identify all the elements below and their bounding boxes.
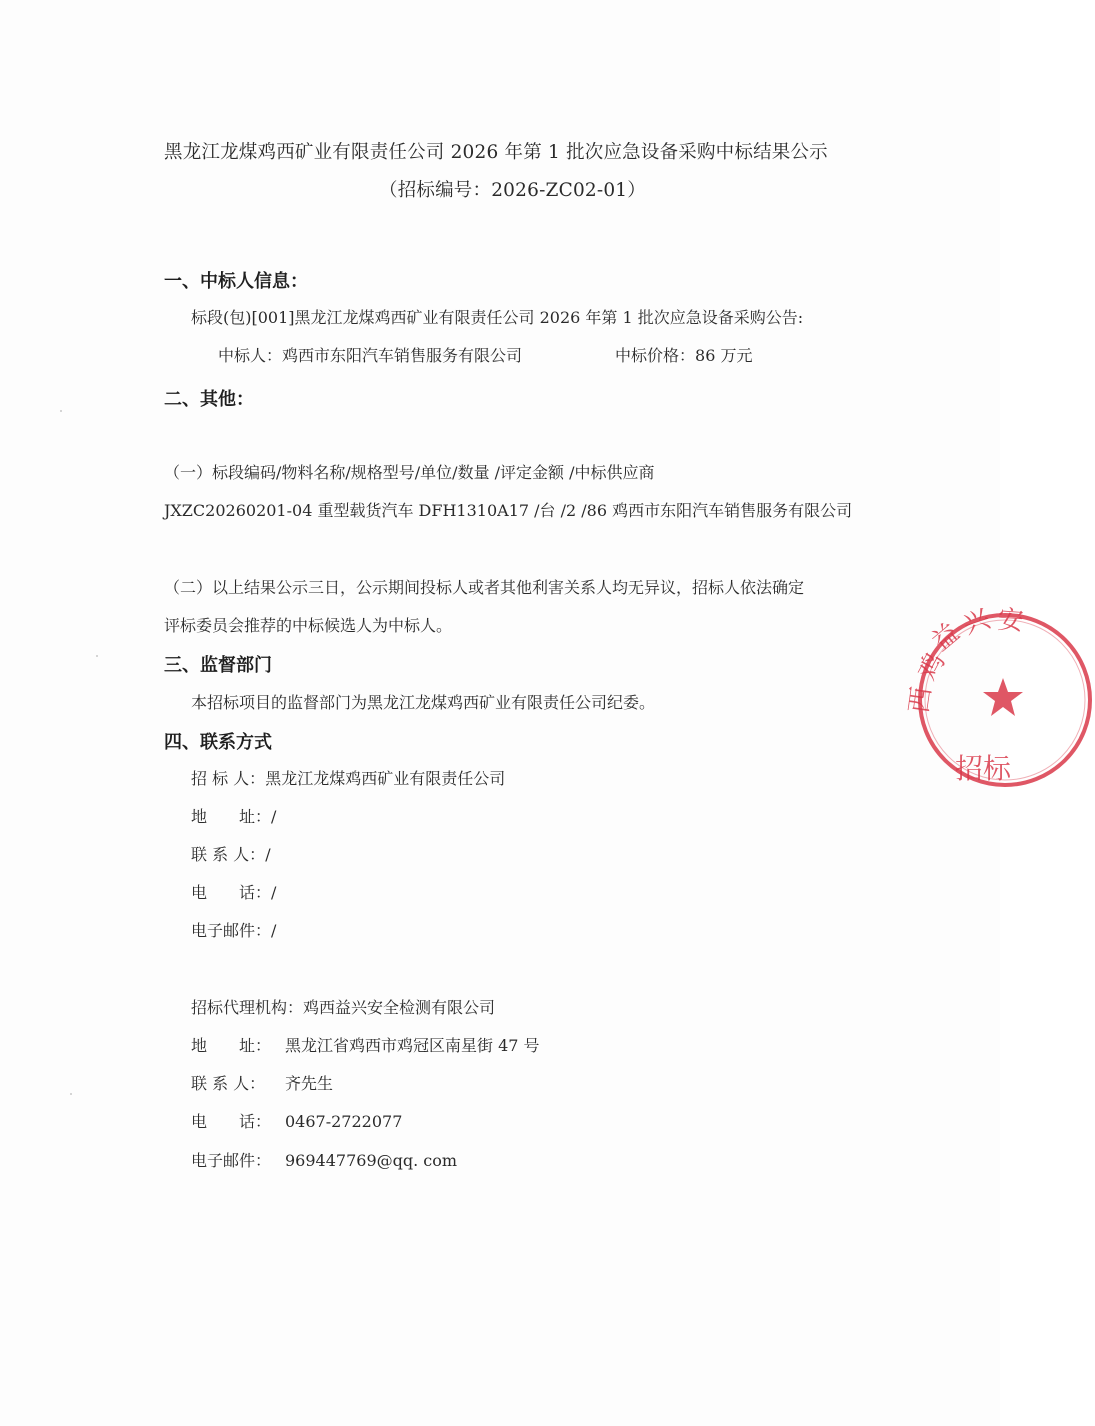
tenderer-email-row bbox=[191, 918, 276, 941]
price-label: 中标价格： bbox=[615, 346, 696, 365]
tenderer-address-label: 地 址： bbox=[191, 807, 272, 826]
company-seal-stamp bbox=[904, 604, 1095, 790]
tenderer-phone-row bbox=[191, 880, 276, 903]
tenderer-name-row bbox=[191, 766, 505, 789]
tenderer-email-label: 电子邮件： bbox=[191, 921, 272, 940]
tenderer-phone-label: 电 话： bbox=[191, 883, 272, 902]
agency-address-label: 地 址： bbox=[191, 1036, 272, 1055]
svg-text:鸡: 鸡 bbox=[912, 648, 952, 686]
svg-text:兴: 兴 bbox=[959, 604, 994, 641]
item2-line1: （二）以上结果公示三日，公示期间投标人或者其他利害关系人均无异议，招标人依法确定 bbox=[164, 578, 805, 597]
tenderer-contact: / bbox=[265, 845, 271, 864]
agency-address-row bbox=[191, 1033, 540, 1056]
agency-contact-label: 联 系 人： bbox=[191, 1074, 266, 1093]
item1-row: JXZC20260201-04 重型载货汽车 DFH1310A17 /台 /2 /86 鸡西市东阳汽车销售服务有限公司 bbox=[164, 501, 853, 520]
svg-text:益: 益 bbox=[926, 617, 966, 658]
scan-speck bbox=[70, 1093, 72, 1095]
tenderer-phone: / bbox=[271, 883, 277, 902]
agency-contact-row bbox=[191, 1071, 333, 1094]
agency-phone: 0467-2722077 bbox=[285, 1112, 403, 1131]
agency-phone-label: 电 话： bbox=[191, 1112, 272, 1131]
agency-email-label: 电子邮件： bbox=[191, 1151, 272, 1170]
tenderer-contact-row bbox=[191, 842, 271, 865]
agency-name-label: 招标代理机构： bbox=[191, 998, 304, 1017]
agency-email: 969447769@qq. com bbox=[285, 1151, 458, 1170]
supervision-text: 本招标项目的监督部门为黑龙江龙煤鸡西矿业有限责任公司纪委。 bbox=[191, 693, 656, 712]
agency-address: 黑龙江省鸡西市鸡冠区南星街 47 号 bbox=[285, 1036, 540, 1055]
tenderer-address: / bbox=[271, 807, 277, 826]
svg-text:西: 西 bbox=[904, 685, 938, 715]
stamp-sub-text: 招标 bbox=[955, 752, 1012, 785]
agency-phone-row bbox=[191, 1109, 402, 1132]
tenderer-contact-label: 联 系 人： bbox=[191, 845, 266, 864]
agency-name-row bbox=[191, 995, 495, 1018]
section-heading-winner-info: 一、中标人信息： bbox=[164, 271, 308, 292]
scan-speck bbox=[60, 410, 62, 412]
tenderer-email: / bbox=[271, 921, 277, 940]
price-row bbox=[615, 343, 752, 366]
tenderer-address-row bbox=[191, 804, 276, 827]
price-value: 86 万元 bbox=[695, 346, 753, 365]
section-heading-supervision: 三、监督部门 bbox=[164, 655, 272, 676]
document-title: 黑龙江龙煤鸡西矿业有限责任公司 2026 年第 1 批次应急设备采购中标结果公示 bbox=[164, 142, 828, 163]
tenderer-name-label: 招 标 人： bbox=[191, 769, 266, 788]
svg-text:安: 安 bbox=[996, 605, 1025, 637]
item1-header: （一）标段编码/物料名称/规格型号/单位/数量 /评定金额 /中标供应商 bbox=[164, 463, 655, 482]
item2-line2: 评标委员会推荐的中标候选人为中标人。 bbox=[164, 616, 453, 635]
section-heading-contact: 四、联系方式 bbox=[164, 732, 272, 753]
section-heading-other: 二、其他： bbox=[164, 389, 254, 410]
winner-label: 中标人： bbox=[218, 346, 283, 365]
agency-email-row bbox=[191, 1148, 457, 1171]
scan-speck bbox=[96, 655, 98, 657]
agency-name: 鸡西益兴安全检测有限公司 bbox=[303, 998, 496, 1017]
tenderer-name: 黑龙江龙煤鸡西矿业有限责任公司 bbox=[265, 769, 506, 788]
tender-number: （招标编号：2026-ZC02-01） bbox=[379, 180, 646, 201]
winner-name: 鸡西市东阳汽车销售服务有限公司 bbox=[282, 346, 523, 365]
package-line: 标段(包)[001]黑龙江龙煤鸡西矿业有限责任公司 2026 年第 1 批次应急设备采购公告: bbox=[191, 308, 804, 327]
winner-row bbox=[218, 343, 522, 366]
agency-contact: 齐先生 bbox=[285, 1074, 334, 1093]
